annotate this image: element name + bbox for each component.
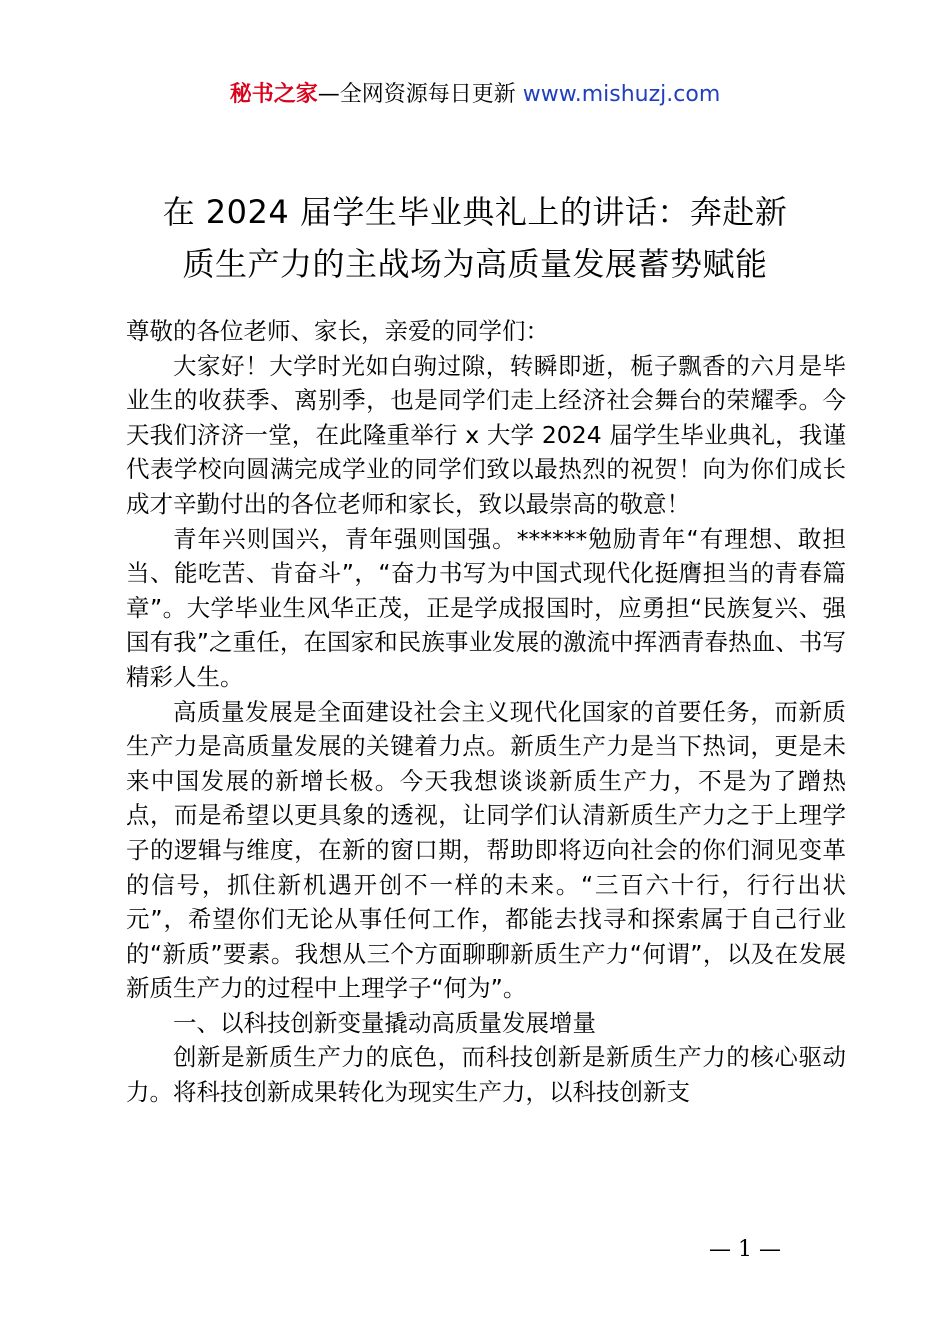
header-url-link[interactable]: www.mishuzj.com xyxy=(522,82,721,107)
salutation: 尊敬的各位老师、家长，亲爱的同学们： xyxy=(126,317,549,345)
paragraph-greeting: 大家好！大学时光如白驹过隙，转瞬即逝，栀子飘香的六月是毕业生的收获季、离别季，也是同学们走上经济社会舞台的荣耀季。今天我们济济一堂，在此隆重举行 x 大学 2024 届学生毕业典礼，我谨代表学校向圆满完成学业的同学们致以最热烈的祝贺！向为你们成长成才辛勤付出的各位老师和家长，致以最崇高的敬意！ xyxy=(126,351,846,518)
paragraph-innovation: 创新是新质生产力的底色，而科技创新是新质生产力的核心驱动力。将科技创新成果转化为现实生产力，以科技创新支 xyxy=(126,1043,846,1107)
site-header xyxy=(0,80,950,110)
title-line-2: 质生产力的主战场为高质量发展蓄势赋能 xyxy=(182,245,768,283)
section-heading-1: 一、以科技创新变量撬动高质量发展增量 xyxy=(173,1008,596,1037)
paragraph-youth: 青年兴则国兴，青年强则国强。******勉励青年“有理想、敢担当、能吃苦、肯奋斗”，“奋力书写为中国式现代化挺膺担当的青春篇章”。大学毕业生风华正茂，正是学成报国时，应勇担“民族复兴、强国有我”之重任，在国家和民族事业发展的激流中挥洒青春热血、书写精彩人生。 xyxy=(126,524,846,691)
page-number: — 1 — xyxy=(709,1237,781,1262)
header-slogan: —全网资源每日更新 xyxy=(317,82,516,107)
document-body xyxy=(126,314,846,1110)
document-title xyxy=(120,186,830,290)
title-line-1: 在 2024 届学生毕业典礼上的讲话：奔赴新 xyxy=(162,193,788,231)
paragraph-development: 高质量发展是全面建设社会主义现代化国家的首要任务，而新质生产力是高质量发展的关键着力点。新质生产力是当下热词，更是未来中国发展的新增长极。今天我想谈谈新质生产力，不是为了蹭热点，而是希望以更具象的透视，让同学们认清新质生产力之于上理学子的逻辑与维度，在新的窗口期，帮助即将迈向社会的你们洞见变革的信号，抓住新机遇开创不一样的未来。“三百六十行，行行出状元”，希望你们无论从事任何工作，都能去找寻和探索属于自己行业的“新质”要素。我想从三个方面聊聊新质生产力“何谓”，以及在发展新质生产力的过程中上理学子“何为”。 xyxy=(126,697,846,1003)
brand-name: 秘书之家 xyxy=(229,82,318,107)
